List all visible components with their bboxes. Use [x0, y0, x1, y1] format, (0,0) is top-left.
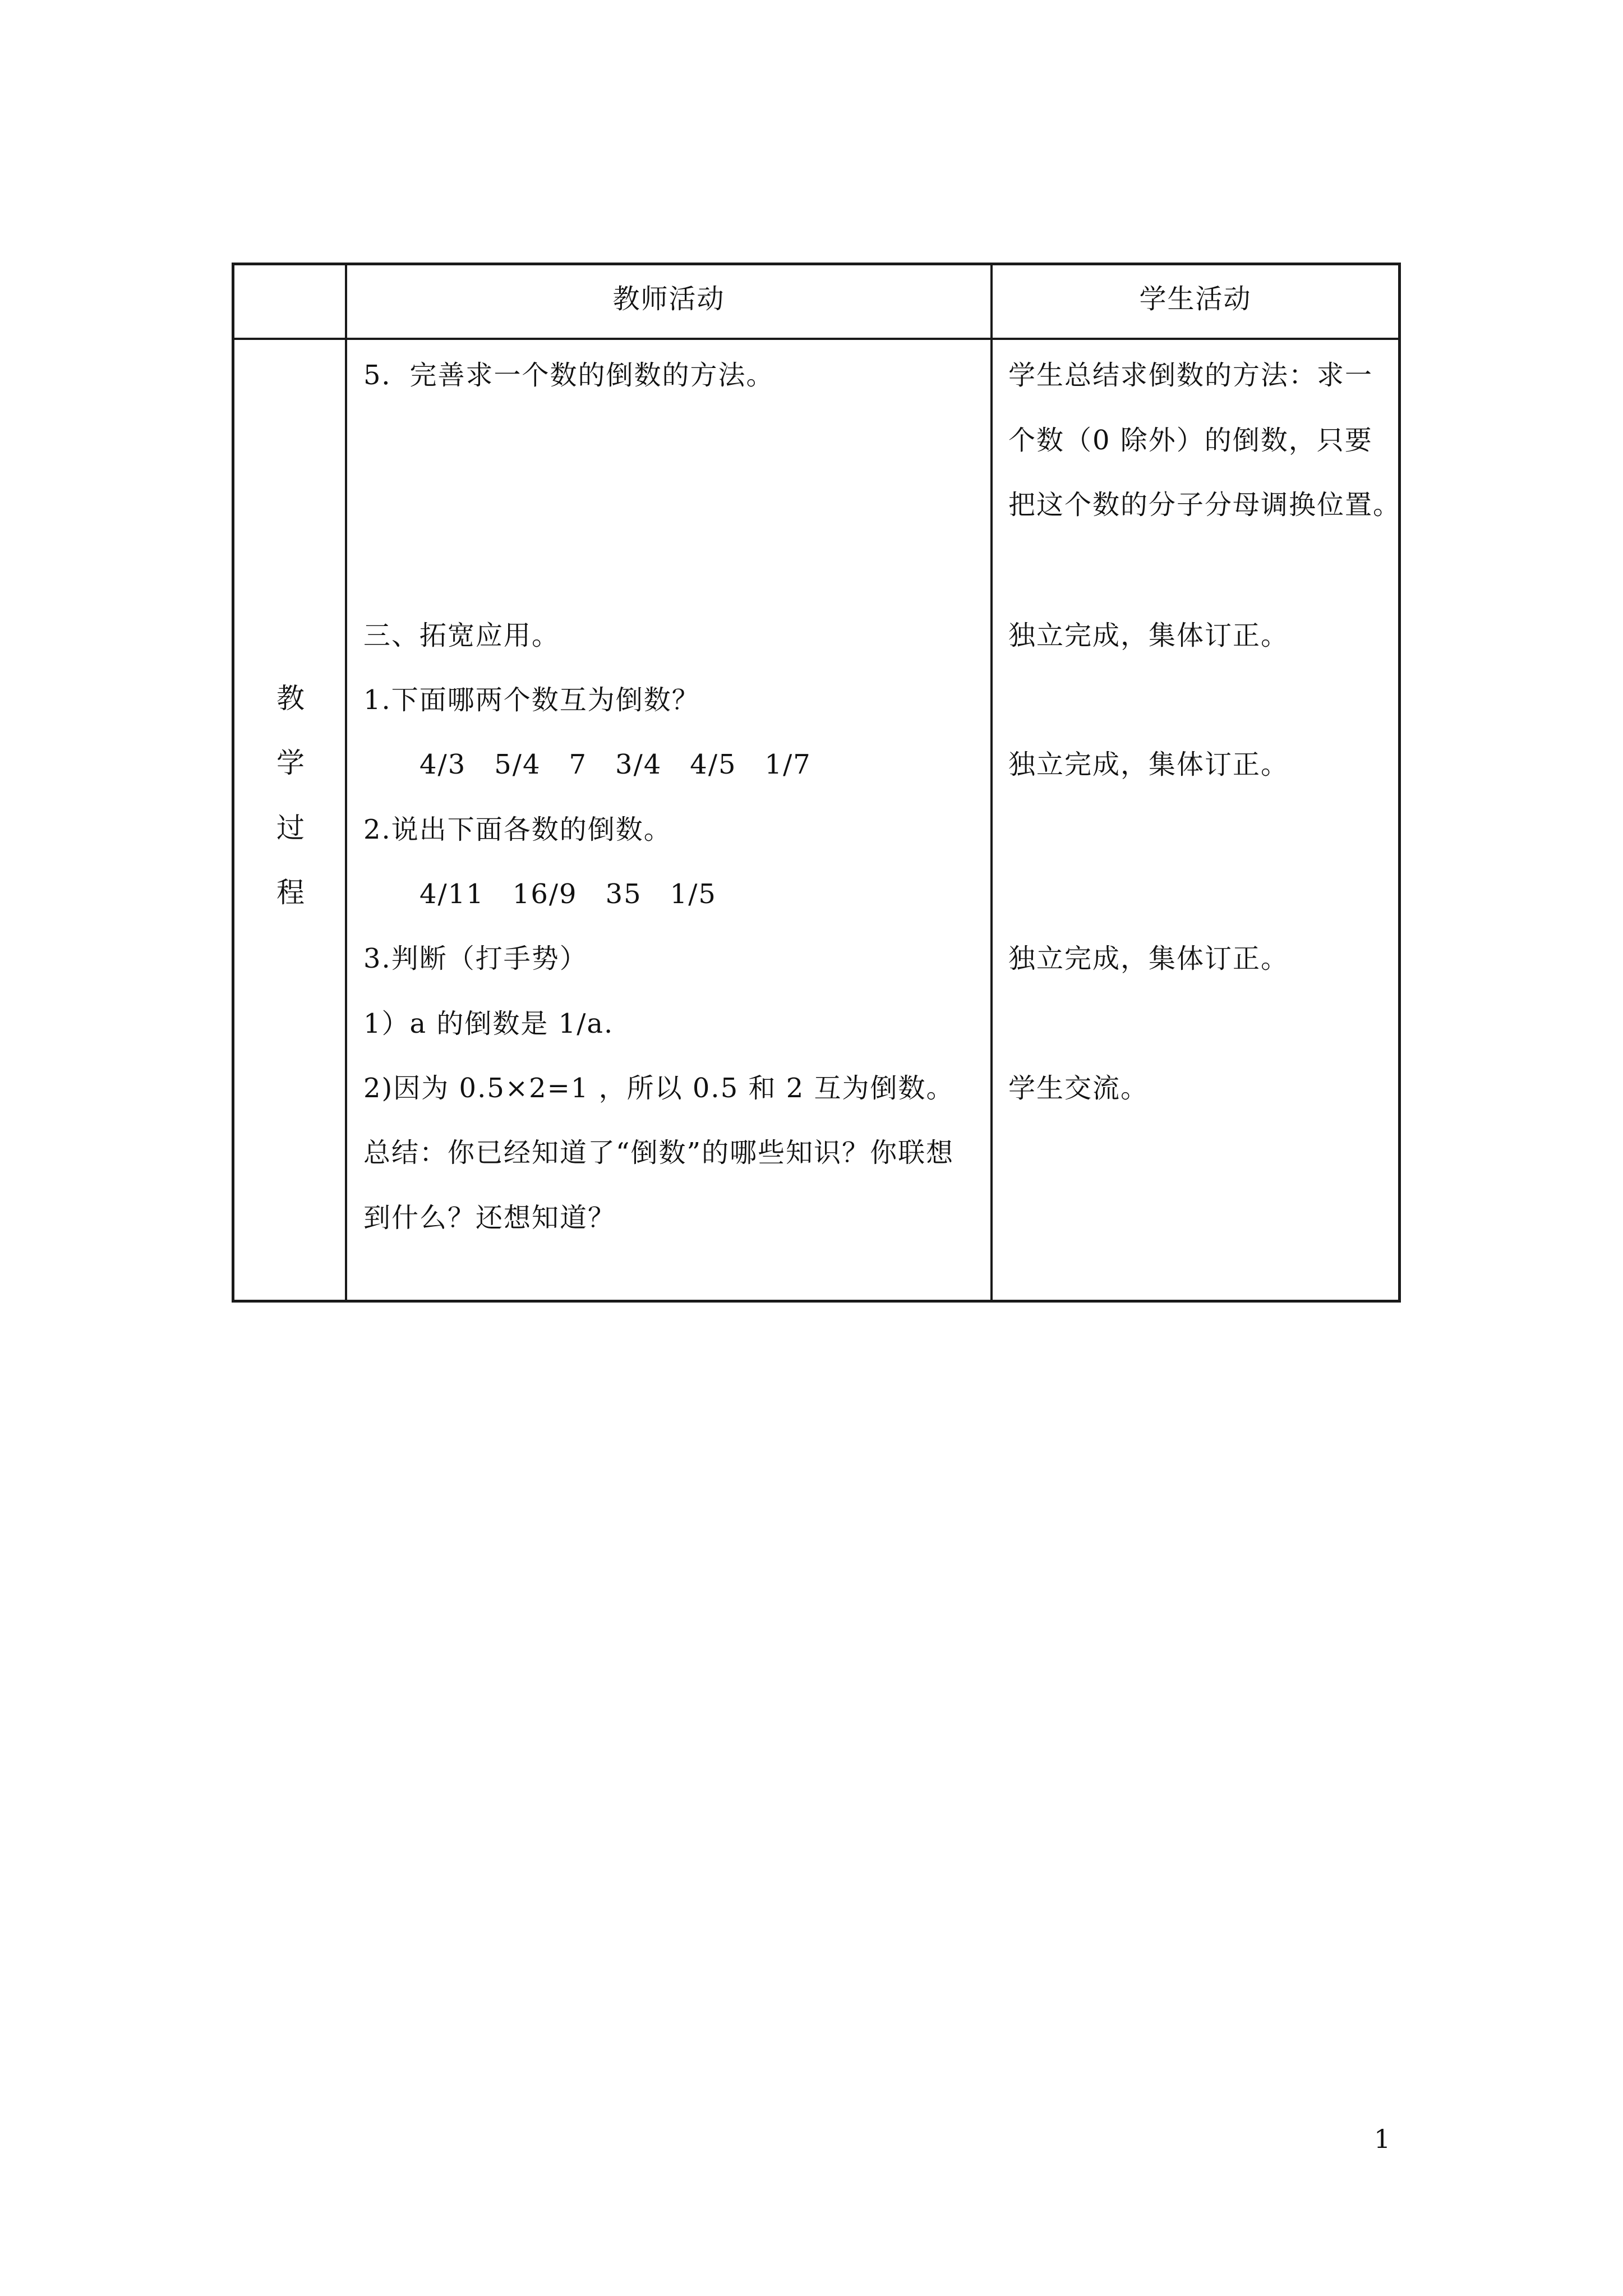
header-student-activity: 学生活动: [1139, 283, 1252, 315]
teacher-line: 1.下面哪两个数互为倒数？: [363, 684, 700, 716]
teacher-line: 2)因为 0.5×2=1 ，所以 0.5 和 2 互为倒数。: [363, 1073, 955, 1104]
row-label-char: 学: [276, 747, 305, 779]
column-divider-1: [345, 265, 347, 1300]
header-divider: [234, 338, 1398, 340]
header-teacher-activity: 教师活动: [612, 283, 725, 315]
teacher-line: 4/11 16/9 35 1/5: [419, 878, 717, 910]
student-line: 学生总结求倒数的方法：求一: [1008, 360, 1373, 391]
student-line: 把这个数的分子分母调换位置。: [1008, 489, 1401, 521]
teacher-line: 1）a 的倒数是 1/a.: [363, 1008, 614, 1039]
teacher-line: 2.说出下面各数的倒数。: [363, 814, 672, 845]
teacher-line: 到什么？还想知道？: [363, 1202, 616, 1234]
student-line: 独立完成，集体订正。: [1008, 620, 1289, 651]
row-label-char: 程: [276, 876, 305, 909]
teacher-line: 3.判断（打手势）: [363, 943, 588, 974]
student-line: 独立完成，集体订正。: [1008, 749, 1289, 780]
teacher-line: 总结：你已经知道了“倒数”的哪些知识？你联想: [363, 1137, 955, 1168]
teacher-line: 三、拓宽应用。: [363, 620, 560, 651]
teacher-line: 4/3 5/4 7 3/4 4/5 1/7: [419, 749, 811, 780]
lesson-plan-table: [232, 263, 1401, 1303]
student-line: 个数（0 除外）的倒数，只要: [1008, 425, 1373, 456]
row-label-char: 过: [276, 812, 305, 844]
teacher-line: 5．完善求一个数的倒数的方法。: [363, 360, 774, 391]
column-divider-2: [990, 265, 993, 1300]
page-number: 1: [1374, 2124, 1391, 2154]
student-line: 学生交流。: [1008, 1073, 1149, 1104]
student-line: 独立完成，集体订正。: [1008, 943, 1289, 974]
row-label-char: 教: [276, 682, 305, 715]
